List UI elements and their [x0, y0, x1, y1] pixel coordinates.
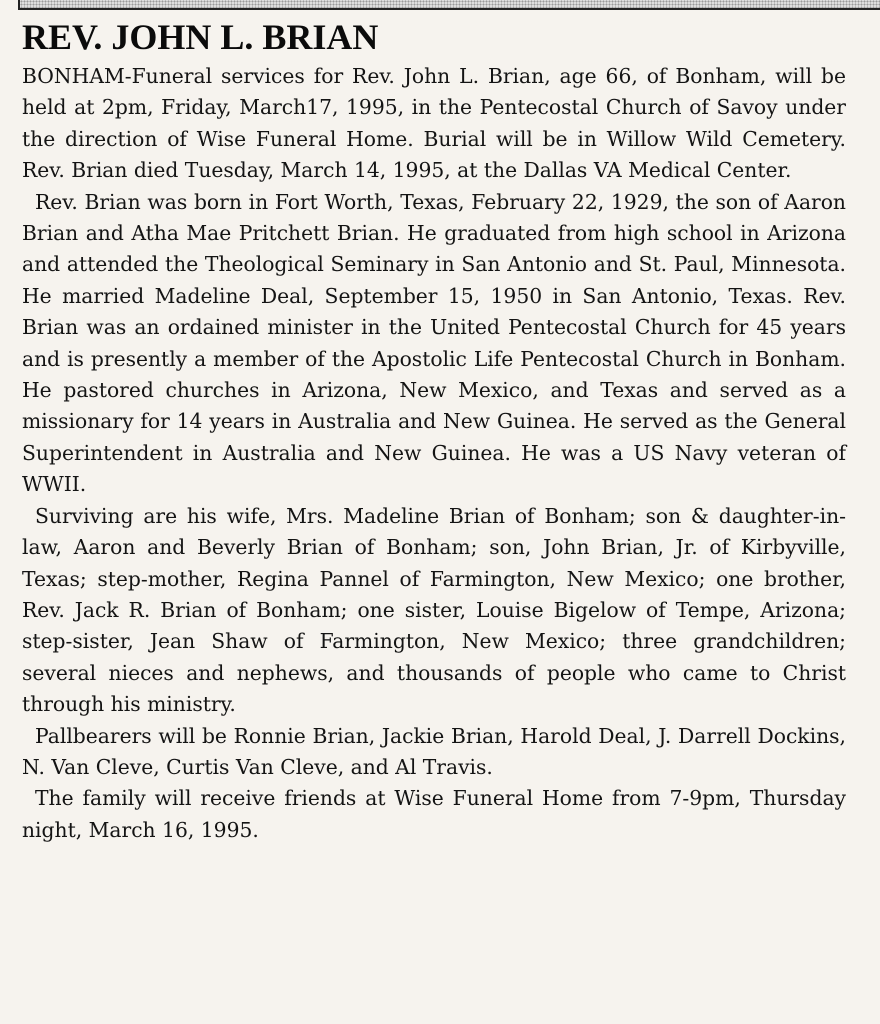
paragraph-biography: Rev. Brian was born in Fort Worth, Texas, February 22, 1929, the son of Aaron Brian and Atha Mae Pritchett Brian. He graduated from high school in Arizona and attended the Theological Seminary in San Antonio and St. Paul, Minnesota. He married Madeline Deal, September 15, 1950 in San Antonio, Texas. Rev. Brian was an ordained minister in the United Pentecostal Church for 45 years and is presently a member of the Apostolic Life Pentecostal Church in Bonham. He pastored churches in Arizona, New Mexico, and Texas and served as a missionary for 14 years in Australia and New Guinea. He served as the General Superintendent in Australia and New Guinea. He was a US Navy veteran of WWII.: [22, 189, 846, 497]
top-border-rule: [18, 0, 880, 10]
paragraph-visitation: The family will receive friends at Wise Funeral Home from 7-9pm, Thursday night, March 16, 1995.: [22, 786, 846, 842]
paragraph-funeral-services: BONHAM-Funeral services for Rev. John L. Brian, age 66, of Bonham, will be held at 2pm, Friday, March17, 1995, in the Pentecostal Church of Savoy under the direction of Wise Funeral Home. Burial will be in Willow Wild Cemetery. Rev. Brian died Tuesday, March 14, 1995, at the Dallas VA Medical Center.: [22, 64, 846, 183]
paragraph-survivors: Surviving are his wife, Mrs. Madeline Brian of Bonham; son & daughter-in-law, Aaron and Beverly Brian of Bonham; son, John Brian, Jr. of Kirbyville, Texas; step-mother, Regina Pannel of Farmington, New Mexico; one brother, Rev. Jack R. Brian of Bonham; one sister, Louise Bigelow of Tempe, Arizona; step-sister, Jean Shaw of Farmington, New Mexico; three grandchildren; several nieces and nephews, and thousands of people who came to Christ through his ministry.: [22, 503, 846, 717]
obituary-body: [22, 61, 846, 846]
obituary-headline: REV. JOHN L. BRIAN: [22, 17, 379, 57]
paragraph-pallbearers: Pallbearers will be Ronnie Brian, Jackie Brian, Harold Deal, J. Darrell Dockins, N. Van Cleve, Curtis Van Cleve, and Al Travis.: [22, 723, 846, 779]
obituary-clipping: [22, 17, 846, 846]
